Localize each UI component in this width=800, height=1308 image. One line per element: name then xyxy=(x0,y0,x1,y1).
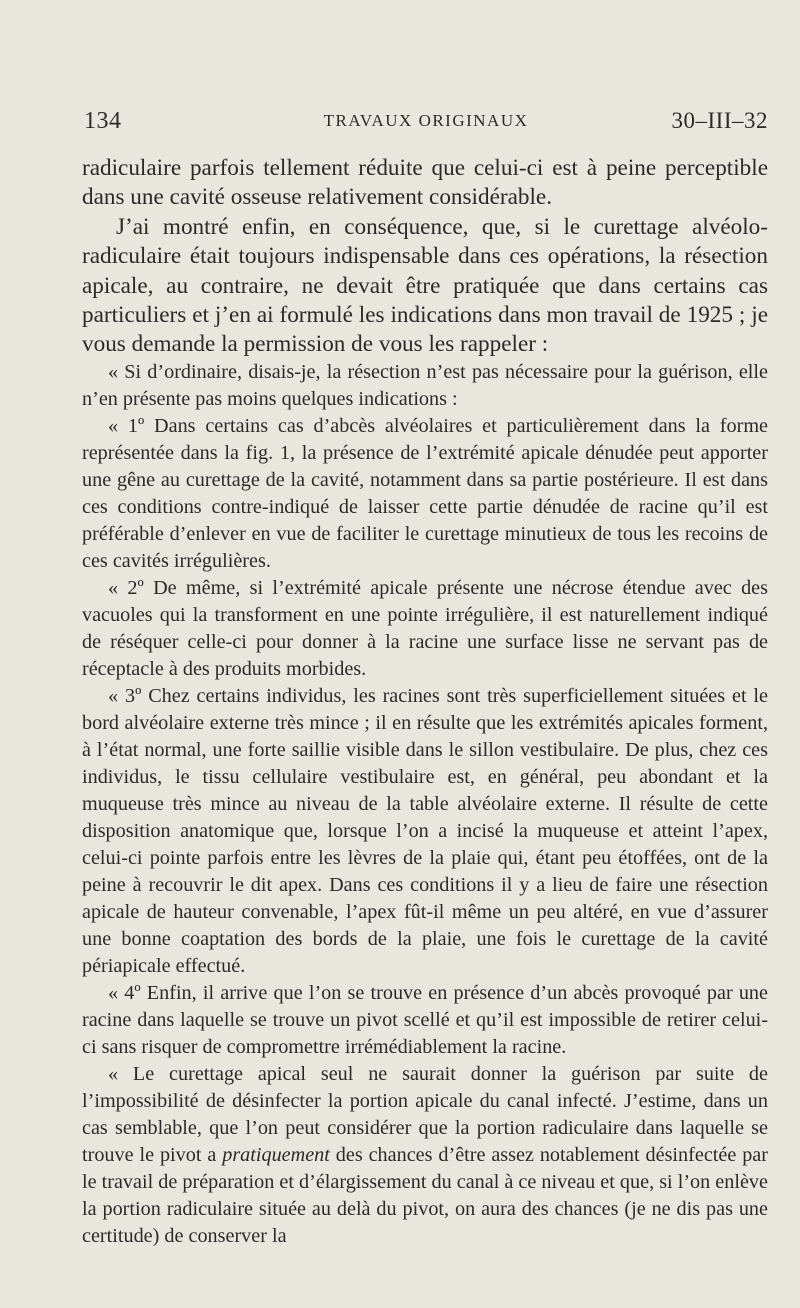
paragraph: « 2º De même, si l’extrémité apicale présente une nécrose étendue avec des vacuoles qui la transforment en une pointe irrégulière, il est naturellement indiqué de réséquer celle-ci pour donner à la racine une surface lisse ne servant pas de réceptacle à des produits morbides. xyxy=(82,577,768,680)
paragraph xyxy=(82,1061,768,1250)
text-run: des chances d’être assez notablement désinfectée par le travail de préparation et d’élargissement du canal à ce niveau et que, si l’on enlève la portion radiculaire située au delà du pivot, on aura des chances (je ne dis pas une certitude) de conserver la xyxy=(82,1144,768,1247)
running-header xyxy=(84,108,768,138)
header-date: 30–III–32 xyxy=(671,108,768,133)
paragraph: « 3º Chez certains individus, les racines sont très superficiellement situées et le bord alvéolaire externe très mince ; il en résulte que les extrémités apicales forment, à l’état normal, une forte saillie visible dans le sillon vestibulaire. De plus, chez ces individus, le tissu cellulaire vestibulaire est, en général, peu abondant et la muqueuse très mince au niveau de la table alvéolaire externe. Il résulte de cette disposition anatomique que, lorsque l’on a incisé la muqueuse et atteint l’apex, celui-ci pointe parfois entre les lèvres de la plaie qui, étant peu étoffées, ont de la peine à recouvrir le dit apex. Dans ces conditions il y a lieu de faire une résection apicale de hauteur convenable, l’apex fût-il même un peu altéré, en vue d’assurer une bonne coaptation des bords de la plaie, une fois le curettage de la cavité périapicale effectué. xyxy=(82,685,768,977)
emphasis: pratiquement xyxy=(222,1144,330,1166)
paragraph: « 4º Enfin, il arrive que l’on se trouve en présence d’un abcès provoqué par une racine dans laquelle se trouve un pivot scellé et qu’il est impossible de retirer celui-ci sans risquer de compromettre irrémédiablement la racine. xyxy=(82,982,768,1058)
running-title: TRAVAUX ORIGINAUX xyxy=(323,111,529,130)
paragraph: « 1º Dans certains cas d’abcès alvéolaires et particulièrement dans la forme représentée dans la fig. 1, la présence de l’extrémité apicale dénudée peut apporter une gêne au curettage de la cavité, notamment dans sa partie postérieure. Il est dans ces conditions contre-indiqué de laisser cette partie dénudée de racine qu’il est préférable d’enlever en vue de faciliter le curettage minutieux de tous les recoins de ces cavités irrégulières. xyxy=(82,415,768,572)
paragraph: J’ai montré enfin, en conséquence, que, si le curettage alvéolo-radiculaire était toujours indispensable dans ces opérations, la résection apicale, au contraire, ne devait être pratiquée que dans certains cas particuliers et j’en ai formulé les indications dans mon travail de 1925 ; je vous demande la permission de vous les rappeler : xyxy=(82,213,768,358)
page-number: 134 xyxy=(84,108,122,134)
intro-text xyxy=(82,154,768,360)
paragraph: « Si d’ordinaire, disais-je, la résection n’est pas nécessaire pour la guérison, elle n’en présente pas moins quelques indications : xyxy=(82,361,768,410)
paragraph: radiculaire parfois tellement réduite que celui-ci est à peine perceptible dans une cavité osseuse relativement considérable. xyxy=(82,155,768,211)
text-run: « Le curettage apical seul ne saurait donner la guérison par suite de l’impossibilité de désinfecter la portion apicale du canal infecté. J’estime, dans un cas semblable, que l’on peut considérer que la portion radiculaire dans laquelle se trouve le pivot a xyxy=(82,1063,768,1166)
quoted-text xyxy=(82,359,768,1250)
